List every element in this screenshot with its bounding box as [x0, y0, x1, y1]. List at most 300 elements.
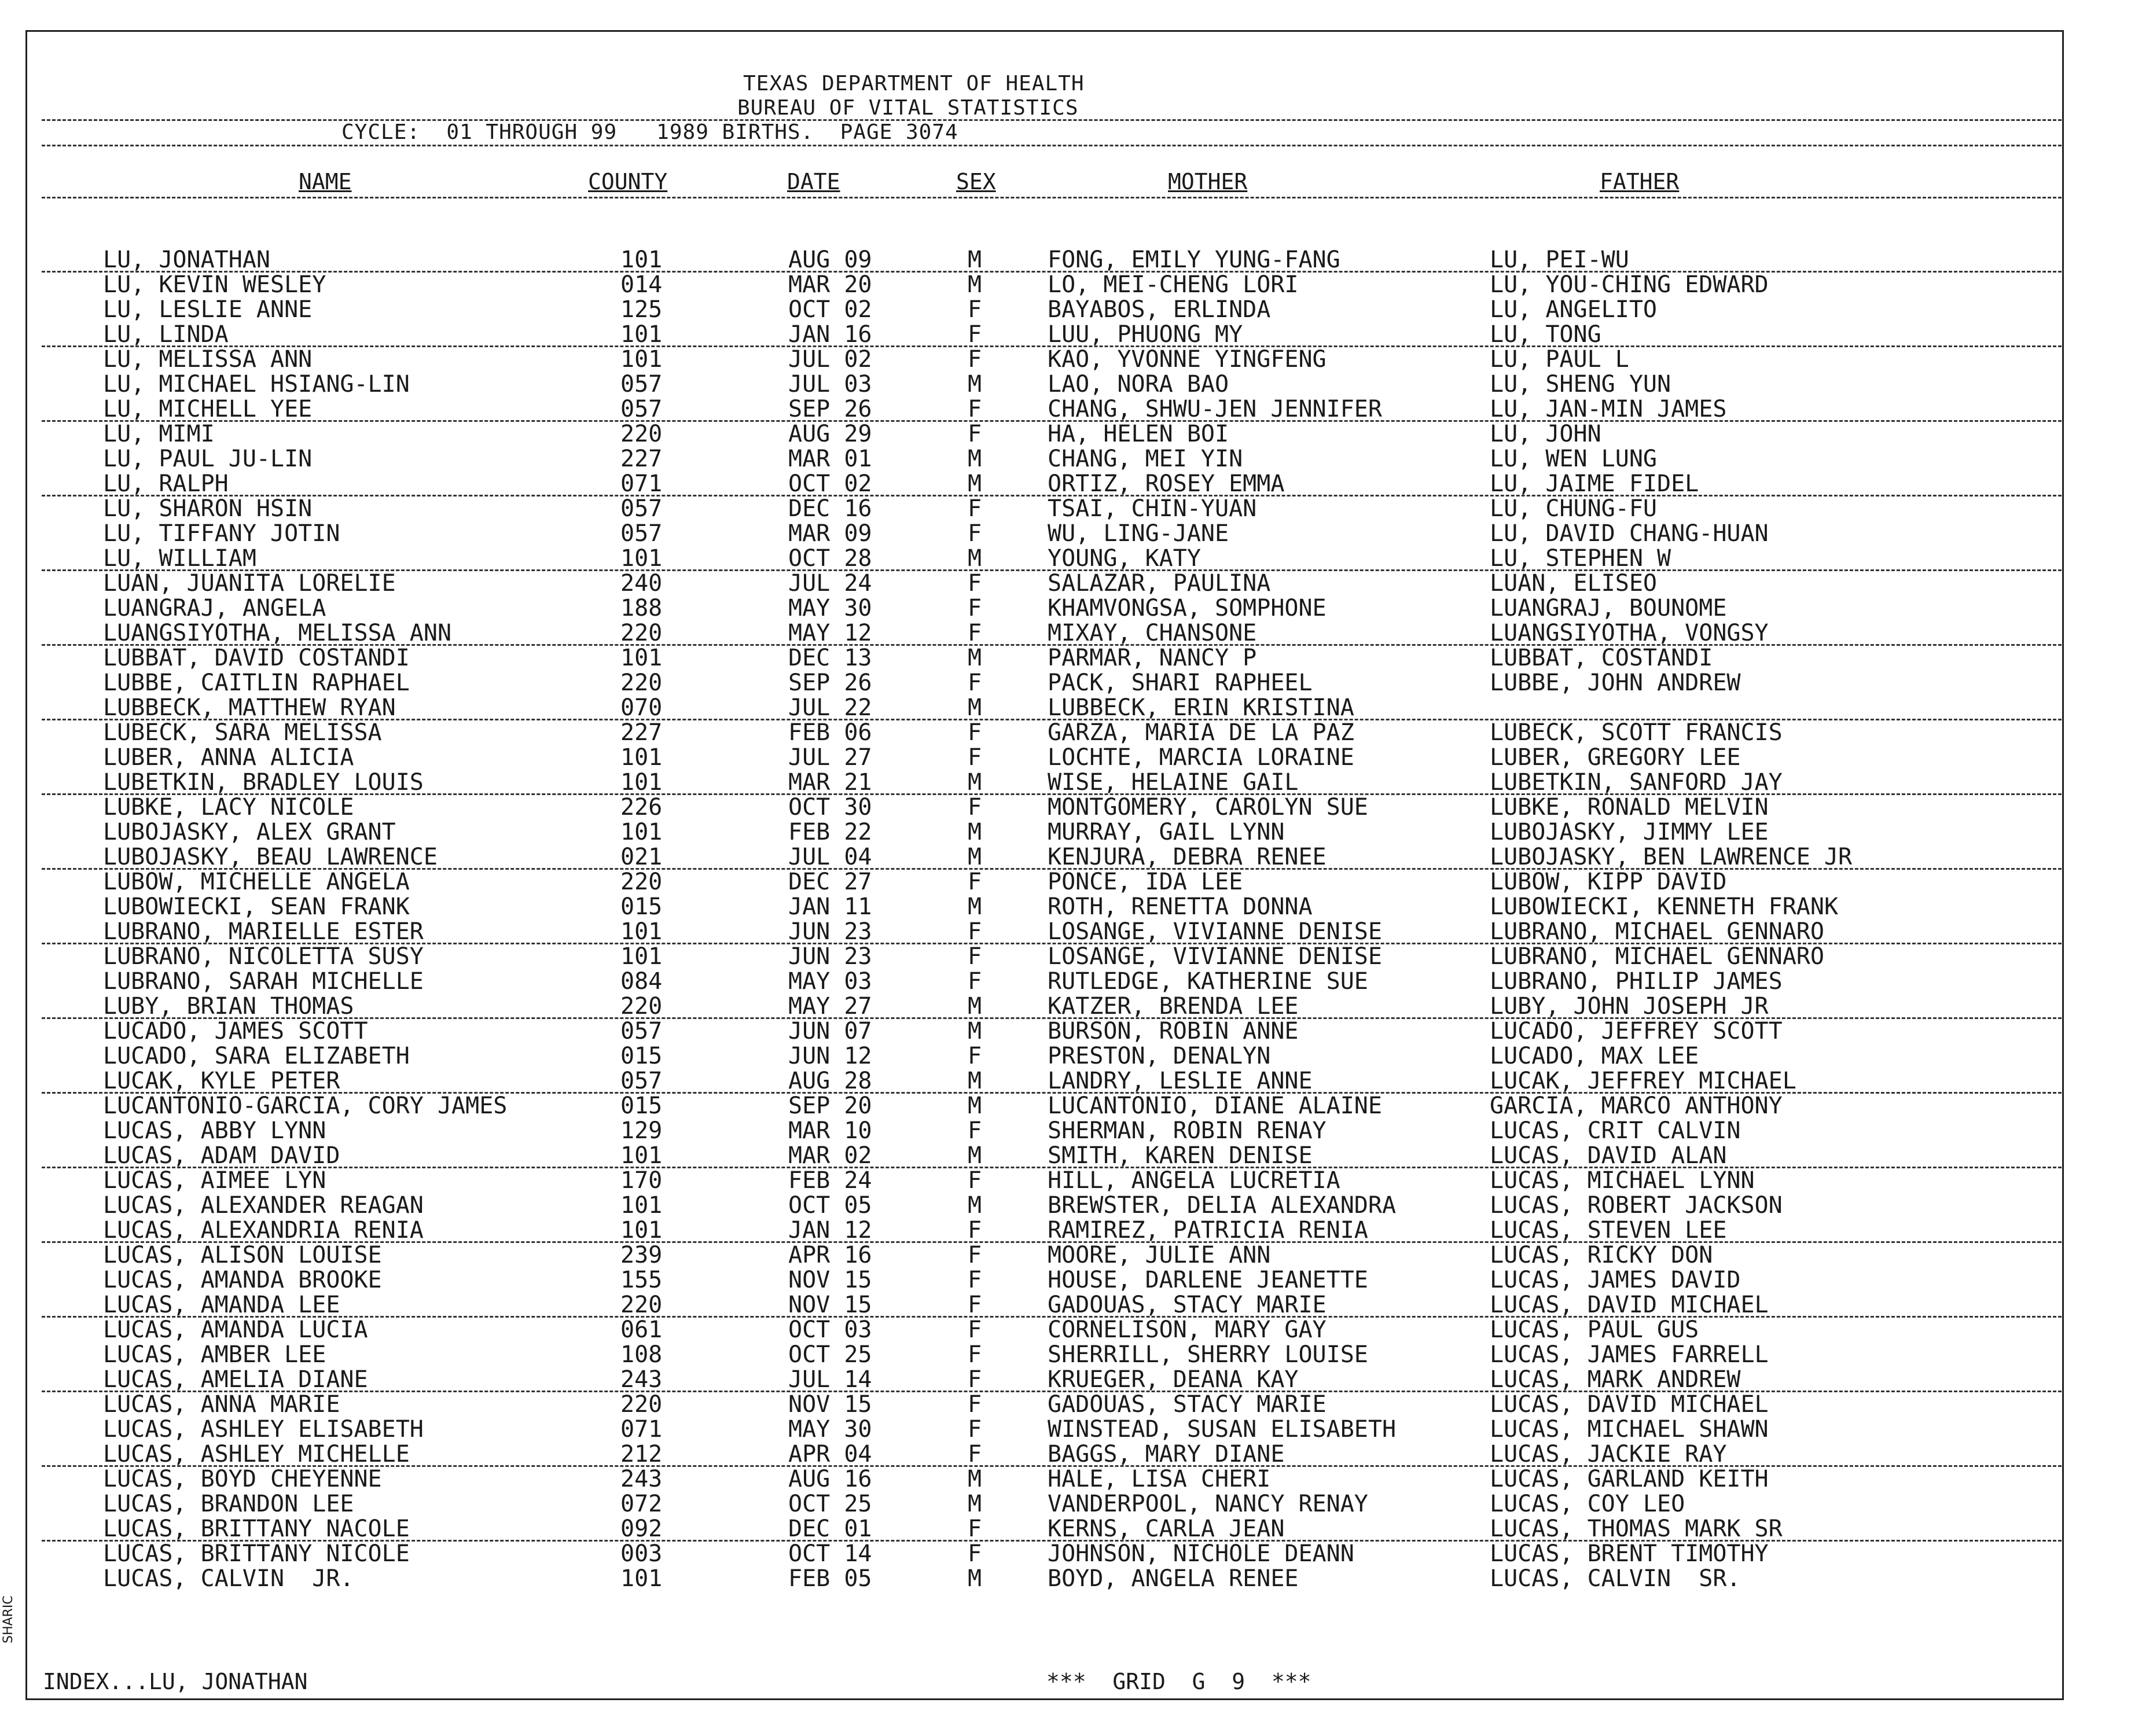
cell-name: LU, SHARON HSIN: [103, 495, 313, 522]
table-row: [0, 969, 2131, 994]
cell-county: 188: [620, 595, 663, 621]
cell-date: JUN 23: [788, 943, 872, 970]
footer-index: INDEX...LU, JONATHAN: [43, 1669, 308, 1694]
cell-date: AUG 28: [788, 1068, 872, 1094]
cell-mother: FONG, EMILY YUNG-FANG: [1048, 247, 1340, 273]
column-header-date: DATE: [787, 169, 840, 194]
cell-name: LU, LESLIE ANNE: [103, 296, 313, 323]
cell-name: LUBOW, MICHELLE ANGELA: [103, 869, 410, 895]
cell-sex: M: [968, 645, 982, 671]
table-row: [0, 895, 2131, 920]
cell-date: MAY 30: [788, 595, 872, 621]
cell-date: JUL 14: [788, 1366, 872, 1393]
cell-sex: M: [968, 1565, 982, 1592]
cell-county: 072: [620, 1491, 663, 1517]
cell-mother: TSAI, CHIN-YUAN: [1048, 495, 1257, 522]
table-row: [0, 1019, 2131, 1044]
cell-name: LUCAS, ABBY LYNN: [103, 1117, 326, 1144]
cell-mother: RUTLEDGE, KATHERINE SUE: [1048, 968, 1368, 995]
cell-name: LUCAS, BRITTANY NICOLE: [103, 1540, 410, 1567]
cell-father: LUCADO, MAX LEE: [1490, 1043, 1699, 1069]
cell-date: DEC 13: [788, 645, 872, 671]
cell-mother: SHERRILL, SHERRY LOUISE: [1048, 1341, 1368, 1368]
cell-name: LUCAS, BOYD CHEYENNE: [103, 1466, 382, 1492]
cell-name: LUANGSIYOTHA, MELISSA ANN: [103, 620, 452, 646]
cell-county: 003: [620, 1540, 663, 1567]
cell-name: LU, PAUL JU-LIN: [103, 446, 313, 472]
cell-county: 125: [620, 296, 663, 323]
cell-father: LUBOJASKY, BEN LAWRENCE JR: [1490, 844, 1853, 870]
table-row: [0, 372, 2131, 397]
cell-name: LUCAS, AMBER LEE: [103, 1341, 326, 1368]
cell-date: JUN 12: [788, 1043, 872, 1069]
cell-father: LUBRANO, MICHAEL GENNARO: [1490, 943, 1824, 970]
cell-name: LUCAS, AMELIA DIANE: [103, 1366, 368, 1393]
table-row: [0, 696, 2131, 720]
cell-father: LU, DAVID CHANG-HUAN: [1490, 520, 1769, 547]
cell-name: LUCANTONIO-GARCIA, CORY JAMES: [103, 1093, 508, 1119]
cell-name: LUCAS, ALISON LOUISE: [103, 1242, 382, 1268]
cell-name: LUBETKIN, BRADLEY LOUIS: [103, 769, 424, 796]
cell-name: LUCAS, BRITTANY NACOLE: [103, 1516, 410, 1542]
cell-county: 212: [620, 1441, 663, 1467]
cell-mother: KRUEGER, DEANA KAY: [1048, 1366, 1299, 1393]
cell-sex: F: [968, 744, 982, 771]
column-header-name: NAME: [299, 169, 352, 194]
table-row: [0, 596, 2131, 621]
cell-name: LU, MELISSA ANN: [103, 346, 313, 373]
cell-sex: M: [968, 769, 982, 796]
cell-father: LUBBE, JOHN ANDREW: [1490, 670, 1741, 696]
cell-county: 101: [620, 1142, 663, 1169]
cell-sex: F: [968, 1043, 982, 1069]
table-row: [0, 1442, 2131, 1467]
rule-line: [42, 271, 2062, 273]
cell-sex: F: [968, 1117, 982, 1144]
cell-father: LUANGSIYOTHA, VONGSY: [1490, 620, 1769, 646]
cell-date: MAR 01: [788, 446, 872, 472]
rule-line: [42, 197, 2062, 198]
cell-county: 071: [620, 470, 663, 497]
cell-date: FEB 05: [788, 1565, 872, 1592]
cell-sex: F: [968, 620, 982, 646]
table-row: [0, 770, 2131, 795]
cell-mother: HOUSE, DARLENE JEANETTE: [1048, 1267, 1368, 1293]
cell-name: LUCADO, JAMES SCOTT: [103, 1018, 368, 1044]
cell-sex: F: [968, 1242, 982, 1268]
table-row: [0, 795, 2131, 820]
cell-name: LUCAS, ANNA MARIE: [103, 1391, 340, 1418]
cell-county: 101: [620, 819, 663, 845]
cell-date: MAY 30: [788, 1416, 872, 1443]
cell-name: LUCAS, AMANDA LEE: [103, 1292, 340, 1318]
cell-father: LUBRANO, PHILIP JAMES: [1490, 968, 1783, 995]
cell-mother: MONTGOMERY, CAROLYN SUE: [1048, 794, 1368, 821]
cell-mother: PONCE, IDA LEE: [1048, 869, 1243, 895]
cell-county: 101: [620, 918, 663, 945]
cell-name: LUCAS, ALEXANDRIA RENIA: [103, 1217, 424, 1244]
cell-mother: MURRAY, GAIL LYNN: [1048, 819, 1285, 845]
cell-sex: M: [968, 819, 982, 845]
cell-father: LU, STEPHEN W: [1490, 545, 1671, 572]
rule-line: [42, 1465, 2062, 1467]
rule-line: [42, 868, 2062, 870]
table-row: [0, 1044, 2131, 1069]
cell-mother: PRESTON, DENALYN: [1048, 1043, 1271, 1069]
cell-county: 129: [620, 1117, 663, 1144]
table-row: [0, 1566, 2131, 1591]
table-row: [0, 944, 2131, 969]
table-row: [0, 671, 2131, 696]
cell-county: 070: [620, 694, 663, 721]
cell-sex: M: [968, 694, 982, 721]
cell-sex: F: [968, 1217, 982, 1244]
cell-sex: F: [968, 1441, 982, 1467]
cell-date: JAN 12: [788, 1217, 872, 1244]
cell-county: 101: [620, 321, 663, 348]
cell-date: NOV 15: [788, 1267, 872, 1293]
cell-mother: ORTIZ, ROSEY EMMA: [1048, 470, 1285, 497]
cell-date: OCT 28: [788, 545, 872, 572]
cell-date: SEP 26: [788, 670, 872, 696]
table-row: [0, 994, 2131, 1019]
rule-line: [42, 793, 2062, 795]
header-cycle: CYCLE: 01 THROUGH 99 1989 BIRTHS. PAGE 3074: [341, 120, 958, 144]
cell-sex: F: [968, 968, 982, 995]
cell-sex: F: [968, 321, 982, 348]
cell-mother: VANDERPOOL, NANCY RENAY: [1048, 1491, 1368, 1517]
cell-county: 092: [620, 1516, 663, 1542]
cell-date: JAN 16: [788, 321, 872, 348]
cell-sex: M: [968, 1093, 982, 1119]
cell-name: LU, JONATHAN: [103, 247, 270, 273]
cell-county: 220: [620, 620, 663, 646]
cell-county: 101: [620, 247, 663, 273]
cell-mother: LUCANTONIO, DIANE ALAINE: [1048, 1093, 1382, 1119]
cell-father: LUCAS, JAMES FARRELL: [1490, 1341, 1769, 1368]
table-row: [0, 1168, 2131, 1193]
cell-name: LUCAS, CALVIN JR.: [103, 1565, 354, 1592]
cell-father: LU, TONG: [1490, 321, 1601, 348]
table-row: [0, 646, 2131, 671]
cell-mother: HA, HELEN BOI: [1048, 421, 1229, 447]
cell-father: LU, WEN LUNG: [1490, 446, 1657, 472]
cell-date: OCT 03: [788, 1316, 872, 1343]
cell-father: LUBRANO, MICHAEL GENNARO: [1490, 918, 1824, 945]
cell-sex: M: [968, 470, 982, 497]
cell-mother: WISE, HELAINE GAIL: [1048, 769, 1299, 796]
cell-date: AUG 29: [788, 421, 872, 447]
cell-date: FEB 22: [788, 819, 872, 845]
cell-date: JUL 24: [788, 570, 872, 597]
rule-line: [42, 1316, 2062, 1318]
table-row: [0, 521, 2131, 546]
cell-date: OCT 30: [788, 794, 872, 821]
table-row: [0, 546, 2131, 571]
rule-line: [42, 1167, 2062, 1168]
column-header-sex: SEX: [956, 169, 996, 194]
cell-mother: KHAMVONGSA, SOMPHONE: [1048, 595, 1327, 621]
cell-name: LUCAS, ASHLEY MICHELLE: [103, 1441, 410, 1467]
cell-date: MAY 12: [788, 620, 872, 646]
cell-county: 015: [620, 893, 663, 920]
cell-father: LUCAS, GARLAND KEITH: [1490, 1466, 1769, 1492]
cell-county: 057: [620, 396, 663, 422]
cell-name: LUCAS, ASHLEY ELISABETH: [103, 1416, 424, 1443]
cell-father: LU, PEI-WU: [1490, 247, 1629, 273]
cell-father: LU, SHENG YUN: [1490, 371, 1671, 398]
cell-father: LUCAS, DAVID MICHAEL: [1490, 1292, 1769, 1318]
cell-father: LUBER, GREGORY LEE: [1490, 744, 1741, 771]
table-row: [0, 1343, 2131, 1367]
cell-name: LUBER, ANNA ALICIA: [103, 744, 354, 771]
cell-mother: BAGGS, MARY DIANE: [1048, 1441, 1285, 1467]
table-row: [0, 447, 2131, 472]
cell-mother: LO, MEI-CHENG LORI: [1048, 271, 1299, 298]
cell-father: LU, JAIME FIDEL: [1490, 470, 1699, 497]
cell-name: LUBOWIECKI, SEAN FRANK: [103, 893, 410, 920]
cell-mother: BREWSTER, DELIA ALEXANDRA: [1048, 1192, 1397, 1219]
cell-father: LUCAS, THOMAS MARK SR: [1490, 1516, 1783, 1542]
cell-date: OCT 25: [788, 1491, 872, 1517]
rule-line: [42, 1092, 2062, 1094]
rule-line: [42, 719, 2062, 720]
cell-county: 220: [620, 670, 663, 696]
rule-line: [42, 644, 2062, 646]
cell-father: LUBOJASKY, JIMMY LEE: [1490, 819, 1769, 845]
rule-line: [42, 1391, 2062, 1392]
cell-date: FEB 06: [788, 719, 872, 746]
table-row: [0, 1218, 2131, 1243]
cell-county: 226: [620, 794, 663, 821]
cell-mother: HILL, ANGELA LUCRETIA: [1048, 1167, 1340, 1194]
cell-name: LUBRANO, MARIELLE ESTER: [103, 918, 424, 945]
table-row: [0, 571, 2131, 596]
cell-date: MAR 10: [788, 1117, 872, 1144]
cell-county: 243: [620, 1466, 663, 1492]
cell-sex: F: [968, 918, 982, 945]
cell-name: LUANGRAJ, ANGELA: [103, 595, 326, 621]
cell-county: 108: [620, 1341, 663, 1368]
table-row: [0, 496, 2131, 521]
cell-sex: M: [968, 247, 982, 273]
cell-father: LUBKE, RONALD MELVIN: [1490, 794, 1769, 821]
rule-line: [42, 345, 2062, 347]
cell-sex: F: [968, 869, 982, 895]
cell-sex: F: [968, 1341, 982, 1368]
cell-date: AUG 09: [788, 247, 872, 273]
cell-father: LUBOW, KIPP DAVID: [1490, 869, 1727, 895]
cell-mother: BURSON, ROBIN ANNE: [1048, 1018, 1299, 1044]
cell-name: LU, MICHELL YEE: [103, 396, 313, 422]
cell-mother: KATZER, BRENDA LEE: [1048, 993, 1299, 1020]
cell-date: JUL 04: [788, 844, 872, 870]
cell-date: OCT 02: [788, 470, 872, 497]
cell-mother: JOHNSON, NICHOLE DEANN: [1048, 1540, 1354, 1567]
cell-name: LU, MIMI: [103, 421, 215, 447]
cell-county: 101: [620, 1565, 663, 1592]
cell-mother: CHANG, SHWU-JEN JENNIFER: [1048, 396, 1382, 422]
cell-county: 061: [620, 1316, 663, 1343]
cell-mother: LOCHTE, MARCIA LORAINE: [1048, 744, 1354, 771]
cell-sex: M: [968, 993, 982, 1020]
cell-mother: CORNELISON, MARY GAY: [1048, 1316, 1327, 1343]
cell-name: LUBRANO, SARAH MICHELLE: [103, 968, 424, 995]
cell-name: LU, LINDA: [103, 321, 229, 348]
cell-mother: KENJURA, DEBRA RENEE: [1048, 844, 1327, 870]
footer-grid: *** GRID G 9 ***: [1046, 1669, 1311, 1694]
table-row: [0, 1367, 2131, 1392]
rule-line: [42, 1241, 2062, 1243]
cell-date: DEC 01: [788, 1516, 872, 1542]
cell-date: MAR 20: [788, 271, 872, 298]
cell-county: 220: [620, 869, 663, 895]
cell-father: LUCAS, JACKIE RAY: [1490, 1441, 1727, 1467]
cell-county: 155: [620, 1267, 663, 1293]
cell-sex: F: [968, 1292, 982, 1318]
cell-sex: M: [968, 1142, 982, 1169]
cell-mother: BAYABOS, ERLINDA: [1048, 296, 1271, 323]
cell-name: LU, RALPH: [103, 470, 229, 497]
cell-county: 101: [620, 1192, 663, 1219]
cell-father: LUCAS, STEVEN LEE: [1490, 1217, 1727, 1244]
cell-father: LUBETKIN, SANFORD JAY: [1490, 769, 1783, 796]
cell-county: 227: [620, 719, 663, 746]
cell-father: LUCAK, JEFFREY MICHAEL: [1490, 1068, 1796, 1094]
cell-sex: M: [968, 446, 982, 472]
cell-mother: SMITH, KAREN DENISE: [1048, 1142, 1313, 1169]
cell-county: 071: [620, 1416, 663, 1443]
cell-name: LU, TIFFANY JOTIN: [103, 520, 340, 547]
cell-sex: F: [968, 1316, 982, 1343]
table-row: [0, 845, 2131, 870]
table-row: [0, 347, 2131, 372]
cell-sex: M: [968, 844, 982, 870]
cell-sex: F: [968, 1540, 982, 1567]
cell-date: JAN 11: [788, 893, 872, 920]
cell-father: LUCAS, DAVID ALAN: [1490, 1142, 1727, 1169]
table-row: [0, 248, 2131, 273]
cell-mother: MOORE, JULIE ANN: [1048, 1242, 1271, 1268]
cell-county: 084: [620, 968, 663, 995]
cell-name: LUCAK, KYLE PETER: [103, 1068, 340, 1094]
cell-mother: LANDRY, LESLIE ANNE: [1048, 1068, 1313, 1094]
table-row: [0, 920, 2131, 944]
table-row: [0, 1268, 2131, 1293]
cell-county: 014: [620, 271, 663, 298]
cell-mother: LUBBECK, ERIN KRISTINA: [1048, 694, 1354, 721]
table-row: [0, 1492, 2131, 1517]
table-row: [0, 1143, 2131, 1168]
cell-county: 170: [620, 1167, 663, 1194]
cell-mother: LUU, PHUONG MY: [1048, 321, 1243, 348]
column-header-mother: MOTHER: [1168, 169, 1248, 194]
cell-name: LUBBAT, DAVID COSTANDI: [103, 645, 410, 671]
cell-name: LUBRANO, NICOLETTA SUSY: [103, 943, 424, 970]
cell-father: LUBECK, SCOTT FRANCIS: [1490, 719, 1783, 746]
cell-date: SEP 26: [788, 396, 872, 422]
cell-county: 101: [620, 645, 663, 671]
cell-county: 101: [620, 346, 663, 373]
cell-sex: M: [968, 1491, 982, 1517]
cell-sex: M: [968, 893, 982, 920]
cell-sex: F: [968, 943, 982, 970]
cell-mother: KERNS, CARLA JEAN: [1048, 1516, 1285, 1542]
cell-county: 240: [620, 570, 663, 597]
cell-date: OCT 25: [788, 1341, 872, 1368]
table-row: [0, 745, 2131, 770]
cell-name: LU, KEVIN WESLEY: [103, 271, 326, 298]
table-row: [0, 1094, 2131, 1119]
cell-name: LUBY, BRIAN THOMAS: [103, 993, 354, 1020]
cell-father: LUBOWIECKI, KENNETH FRANK: [1490, 893, 1839, 920]
cell-date: JUL 22: [788, 694, 872, 721]
cell-county: 057: [620, 495, 663, 522]
cell-father: LUCAS, CALVIN SR.: [1490, 1565, 1741, 1592]
cell-sex: F: [968, 346, 982, 373]
cell-name: LUBKE, LACY NICOLE: [103, 794, 354, 821]
cell-sex: F: [968, 670, 982, 696]
cell-county: 015: [620, 1093, 663, 1119]
cell-father: LUCAS, MICHAEL SHAWN: [1490, 1416, 1769, 1443]
cell-name: LUCAS, ALEXANDER REAGAN: [103, 1192, 424, 1219]
table-row: [0, 870, 2131, 895]
cell-mother: LOSANGE, VIVIANNE DENISE: [1048, 918, 1382, 945]
cell-county: 220: [620, 993, 663, 1020]
cell-mother: BOYD, ANGELA RENEE: [1048, 1565, 1299, 1592]
cell-county: 220: [620, 1292, 663, 1318]
cell-father: LU, JOHN: [1490, 421, 1601, 447]
cell-date: AUG 16: [788, 1466, 872, 1492]
cell-date: JUN 23: [788, 918, 872, 945]
cell-father: LU, JAN-MIN JAMES: [1490, 396, 1727, 422]
cell-name: LUBBECK, MATTHEW RYAN: [103, 694, 396, 721]
cell-mother: GADOUAS, STACY MARIE: [1048, 1292, 1327, 1318]
cell-county: 057: [620, 520, 663, 547]
cell-mother: CHANG, MEI YIN: [1048, 446, 1243, 472]
cell-mother: ROTH, RENETTA DONNA: [1048, 893, 1313, 920]
cell-date: MAR 21: [788, 769, 872, 796]
cell-date: OCT 14: [788, 1540, 872, 1567]
cell-father: LUCAS, MICHAEL LYNN: [1490, 1167, 1755, 1194]
cell-sex: F: [968, 1516, 982, 1542]
cell-mother: KAO, YVONNE YINGFENG: [1048, 346, 1327, 373]
cell-date: JUN 07: [788, 1018, 872, 1044]
table-row: [0, 1119, 2131, 1143]
table-row: [0, 720, 2131, 745]
rule-line: [42, 1017, 2062, 1019]
cell-sex: M: [968, 1466, 982, 1492]
cell-date: DEC 16: [788, 495, 872, 522]
cell-county: 220: [620, 1391, 663, 1418]
table-row: [0, 273, 2131, 297]
cell-date: SEP 20: [788, 1093, 872, 1119]
cell-mother: WU, LING-JANE: [1048, 520, 1229, 547]
table-row: [0, 1467, 2131, 1492]
cell-date: NOV 15: [788, 1292, 872, 1318]
cell-date: MAY 27: [788, 993, 872, 1020]
cell-sex: F: [968, 296, 982, 323]
cell-sex: F: [968, 520, 982, 547]
rule-line: [42, 943, 2062, 944]
rule-line: [42, 1540, 2062, 1542]
table-row: [0, 1542, 2131, 1566]
cell-father: LUCAS, JAMES DAVID: [1490, 1267, 1741, 1293]
table-row: [0, 820, 2131, 845]
column-header-father: FATHER: [1600, 169, 1680, 194]
cell-date: JUL 02: [788, 346, 872, 373]
cell-name: LUCAS, AIMEE LYN: [103, 1167, 326, 1194]
